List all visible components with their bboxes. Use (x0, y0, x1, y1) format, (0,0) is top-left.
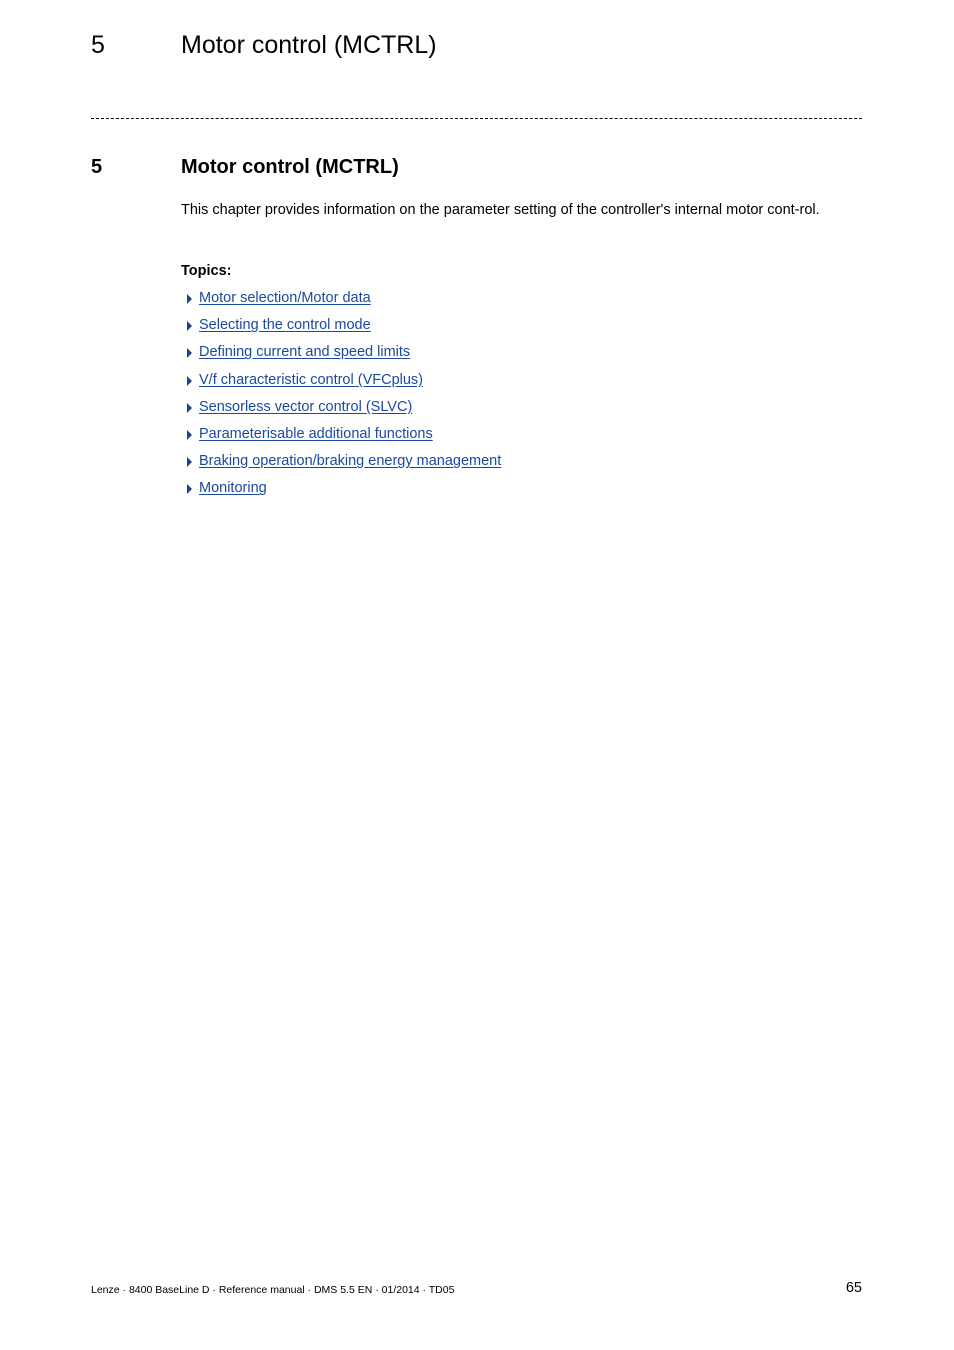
topic-item (181, 451, 501, 478)
topic-item (181, 397, 501, 424)
topic-item (181, 342, 501, 369)
page-number: 65 (845, 1280, 862, 1296)
topic-link-current-speed-limits[interactable]: Defining current and speed limits (199, 344, 411, 361)
topic-link-control-mode[interactable]: Selecting the control mode (199, 317, 371, 334)
running-header-chapter-number: 5 (91, 31, 105, 59)
footer-document-info: Lenze · 8400 BaseLine D · Reference manual · DMS 5.5 EN · 01/2014 · TD05 (91, 1284, 455, 1296)
topic-item (181, 424, 501, 451)
topic-link-motor-selection[interactable]: Motor selection/Motor data (199, 290, 371, 306)
topic-link-braking[interactable]: Braking operation/braking energy management (199, 453, 502, 470)
topic-link-monitoring[interactable]: Monitoring (199, 480, 267, 497)
topic-item (181, 478, 501, 505)
topic-list (181, 288, 501, 506)
arrow-right-icon (187, 294, 192, 304)
arrow-right-icon (187, 348, 192, 358)
header-divider (91, 118, 862, 119)
arrow-right-icon (187, 403, 192, 413)
intro-paragraph: This chapter provides information on the parameter setting of the controller's internal motor cont-rol. (181, 202, 820, 218)
arrow-right-icon (187, 376, 192, 386)
running-header (91, 28, 863, 62)
arrow-right-icon (187, 484, 192, 494)
arrow-right-icon (187, 457, 192, 467)
topic-item (181, 288, 501, 315)
topic-link-additional-functions[interactable]: Parameterisable additional functions (199, 425, 433, 442)
topics-label: Topics: (181, 263, 232, 279)
topic-link-slvc[interactable]: Sensorless vector control (SLVC) (199, 398, 413, 415)
section-heading (91, 153, 863, 181)
topic-item (181, 315, 501, 342)
arrow-right-icon (187, 321, 192, 331)
arrow-right-icon (187, 430, 192, 440)
section-title: Motor control (MCTRL) (181, 156, 399, 178)
topic-link-vfcplus[interactable]: V/f characteristic control (VFCplus) (199, 371, 424, 388)
running-header-chapter-title: Motor control (MCTRL) (181, 31, 437, 59)
topic-item (181, 370, 501, 397)
section-number: 5 (91, 156, 103, 178)
